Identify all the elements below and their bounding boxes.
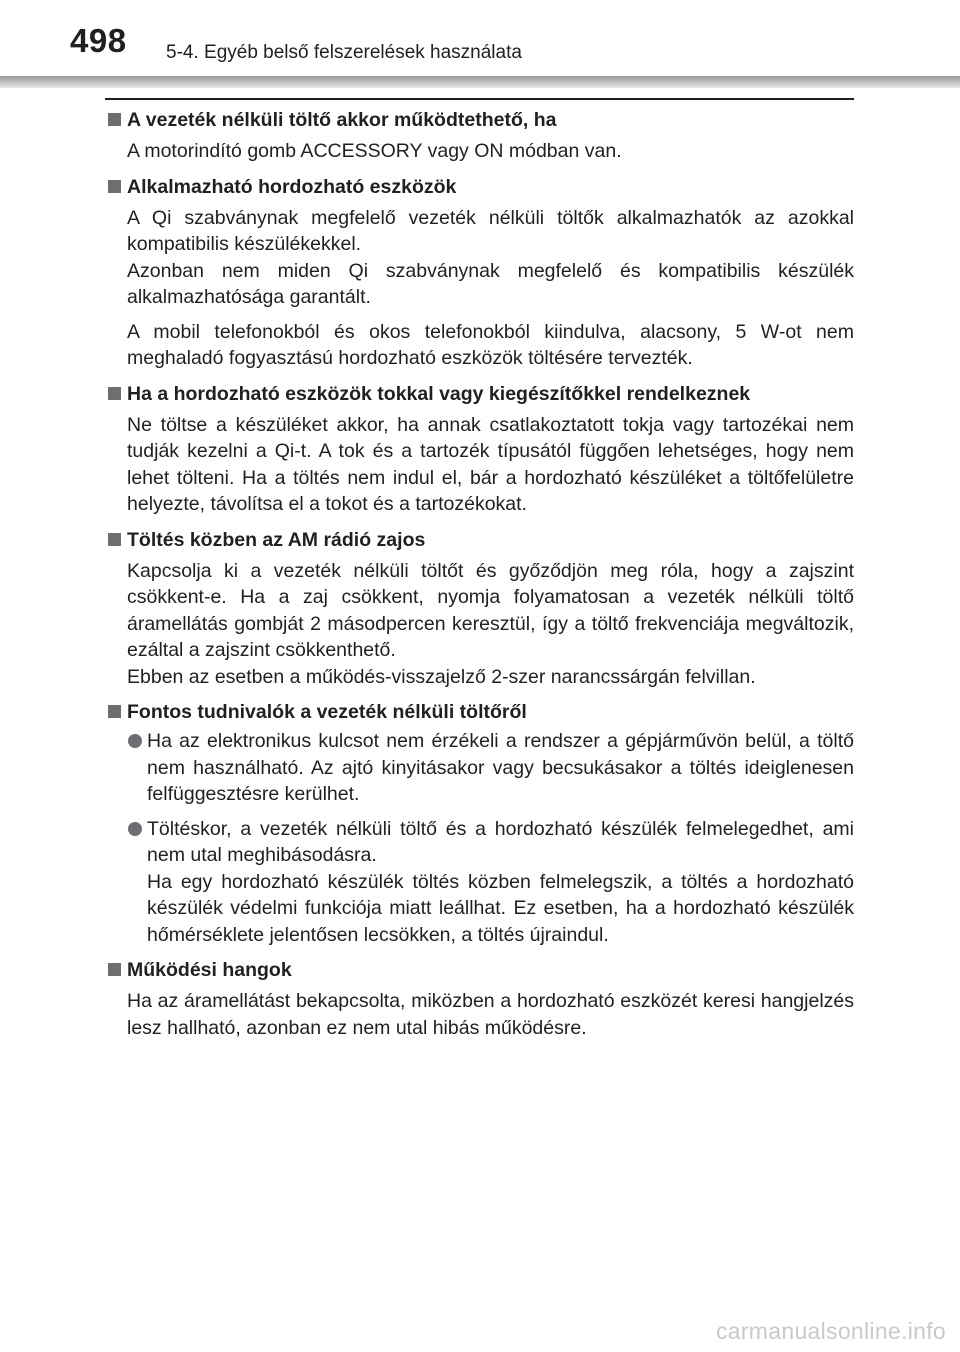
bullet-item — [127, 816, 854, 949]
header-band — [0, 76, 960, 88]
section-cases-accessories — [105, 380, 854, 518]
paragraph: Kapcsolja ki a vezeték nélküli töltőt és győződjön meg róla, hogy a zajszint csökkent-e. Ha a zaj csökkent, nyomja folyamatosan a vezeték nélküli töltő áramellátás gombját 2 másodpercen keresztül, így a töltő frekvenciája megváltozik, ezáltal a zajszint csökkenthető. — [127, 559, 854, 661]
section-operable-when — [105, 106, 854, 165]
bullet-text: Ha egy hordozható készülék töltés közben felmelegszik, a töltés a hordozható készülék védelmi funkciója miatt leállhat. Ez esetben, ha a hordozható készülék hőmérséklete jelentősen lecsökken, a töltés újraindul. — [147, 870, 854, 946]
circle-bullet-icon — [128, 822, 142, 836]
section-operating-sounds — [105, 956, 854, 1041]
section-heading-text: Alkalmazható hordozható eszközök — [127, 175, 457, 198]
top-rule — [105, 98, 854, 100]
section-heading-text: A vezeték nélküli töltő akkor működtethető, ha — [127, 109, 557, 131]
paragraph: Ne töltse a készüléket akkor, ha annak csatlakoztatott tokja vagy tartozékai nem tudják kezelni a Qi-t. A tok és a tartozék típusától függően lehetséges, hogy nem lehet tölteni. Ha a töltés nem indul el, bár a hordozható készüléket a töltőfelületre helyezte, távolítsa el a tokot és a tartozékokat. — [127, 413, 854, 515]
section-am-radio-noise — [105, 526, 854, 691]
page-number: 498 — [70, 22, 127, 59]
paragraph: A Qi szabványnak megfelelő vezeték nélküli töltők alkalmazhatók az azokkal kompatibilis készülékekkel. — [127, 206, 854, 255]
square-bullet-icon — [108, 387, 121, 400]
square-bullet-icon — [108, 180, 121, 193]
section-heading — [105, 106, 854, 134]
paragraph: Ha az áramellátást bekapcsolta, miközben a hordozható eszközét keresi hangjelzés lesz hallható, azonban ez nem utal hibás működésre. — [127, 990, 854, 1039]
circle-bullet-icon — [128, 734, 142, 748]
bullet-text: Ha az elektronikus kulcsot nem érzékeli a rendszer a gépjárművön belül, a töltő nem használható. Az ajtó kinyitásakor vagy becsukásakor a töltés ideiglenesen felfüggesztésre kerülhet. — [147, 730, 854, 805]
section-compatible-devices — [105, 173, 854, 372]
section-heading-text: Töltés közben az AM rádió zajos — [127, 528, 426, 551]
paragraph: Ebben az esetben a működés-visszajelző 2-szer narancssárgán felvillan. — [127, 665, 756, 688]
running-title: 5-4. Egyéb belső felszerelések használata — [166, 42, 522, 63]
paragraph: Azonban nem miden Qi szabványnak megfelelő és kompatibilis készülék alkalmazhatósága garantált. — [127, 259, 854, 308]
square-bullet-icon — [108, 113, 121, 126]
bullet-item — [127, 728, 854, 808]
watermark: carmanualsonline.info — [715, 1318, 946, 1344]
section-heading — [105, 526, 854, 554]
page-content — [105, 106, 854, 1049]
section-heading — [105, 698, 854, 726]
square-bullet-icon — [108, 705, 121, 718]
section-important-notes — [105, 698, 854, 948]
section-heading — [105, 380, 854, 408]
square-bullet-icon — [108, 533, 121, 546]
section-heading — [105, 173, 854, 201]
paragraph: A mobil telefonokból és okos telefonokból kiindulva, alacsony, 5 W-ot nem meghaladó fogyasztású hordozható eszközök töltésére tervezték. — [127, 320, 854, 369]
section-heading-text: Ha a hordozható eszközök tokkal vagy kiegészítőkkel rendelkeznek — [127, 382, 751, 405]
section-heading-text: Működési hangok — [127, 959, 292, 981]
section-heading-text: Fontos tudnivalók a vezeték nélküli töltőről — [127, 701, 527, 723]
bullet-text: Töltéskor, a vezeték nélküli töltő és a hordozható készülék felmelegedhet, ami nem utal meghibásodásra. — [147, 817, 854, 866]
square-bullet-icon — [108, 963, 121, 976]
section-heading — [105, 956, 854, 984]
paragraph: A motorindító gomb ACCESSORY vagy ON módban van. — [127, 140, 622, 162]
